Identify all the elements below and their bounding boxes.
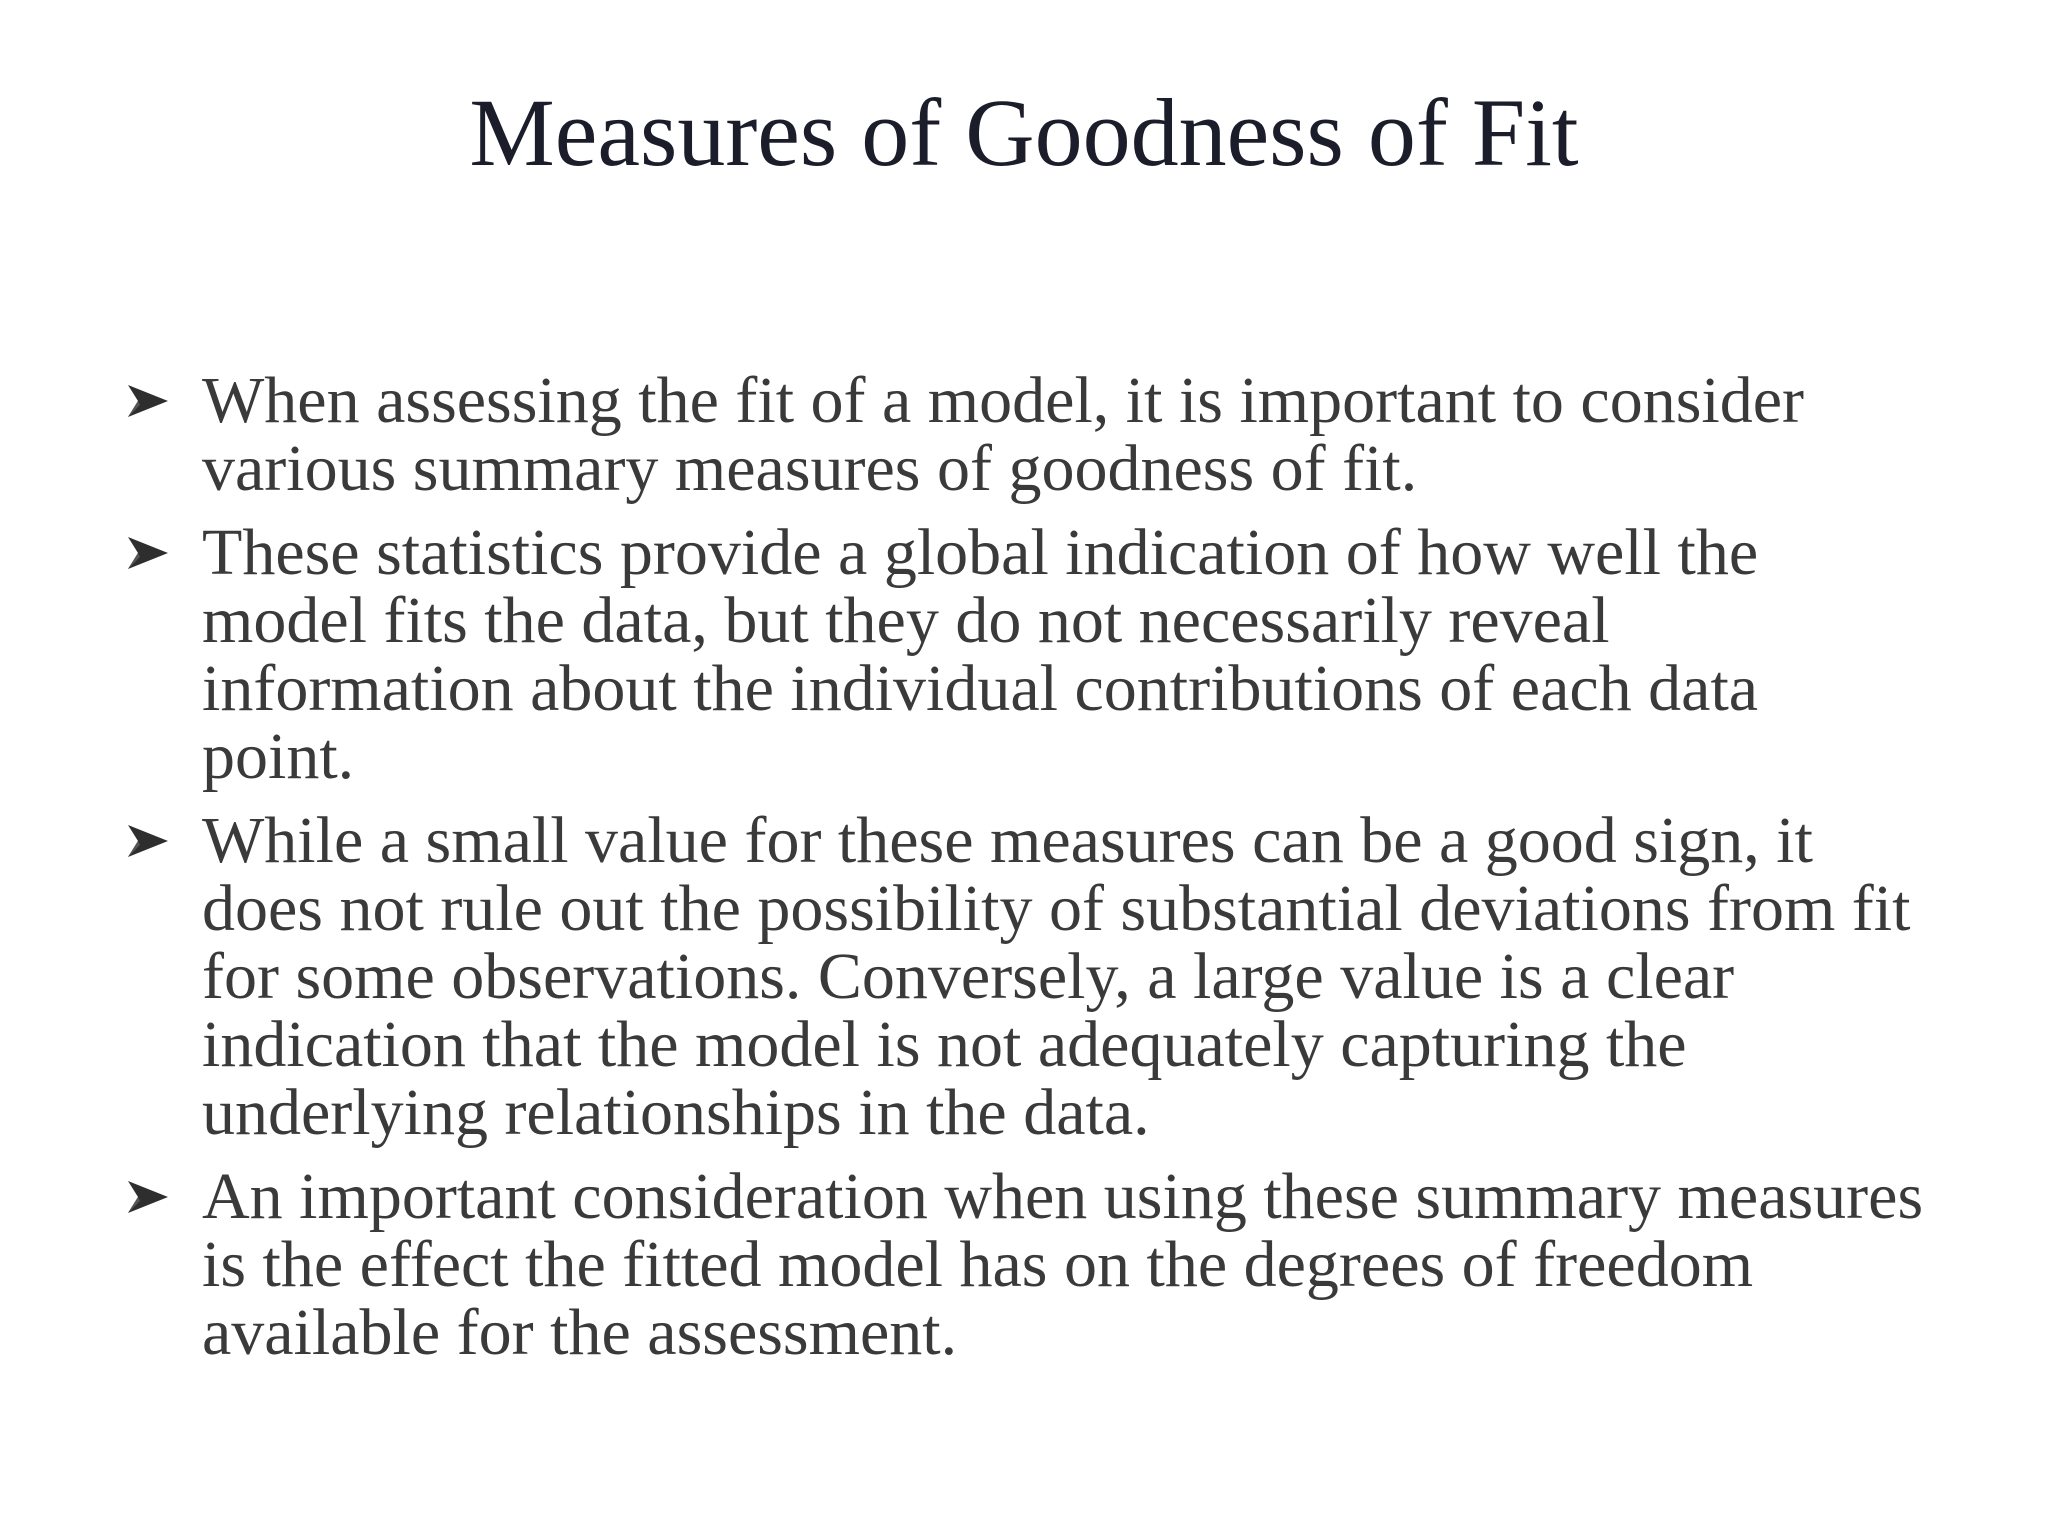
bullet-text: An important consideration when using these summary measures is the effect the fitted model has on the degrees of freedom available for the assessment. [202,1160,1924,1369]
bullet-text: When assessing the fit of a model, it is important to consider various summary measures of goodness of fit. [202,364,1805,505]
bullet-item [126,804,1926,1149]
arrowhead-bullet-icon [126,1179,170,1215]
arrowhead-bullet-icon [126,823,170,859]
bullet-text: While a small value for these measures can be a good sign, it does not rule out the possibility of substantial deviations from fit for some observations. Conversely, a large value is a clear indication that the model is not adequately capturing the underlying relationships in the data. [202,804,1911,1149]
bullet-text: These statistics provide a global indication of how well the model fits the data, but they do not necessarily reveal information about the individual contributions of each data point. [202,516,1759,793]
bullet-item [126,516,1926,793]
arrowhead-bullet-icon [126,383,170,419]
arrowhead-bullet-icon [126,535,170,571]
bullet-item [126,364,1926,505]
bullet-list [126,364,1926,1383]
slide-title: Measures of Goodness of Fit [469,79,1579,186]
bullet-item [126,1160,1926,1369]
